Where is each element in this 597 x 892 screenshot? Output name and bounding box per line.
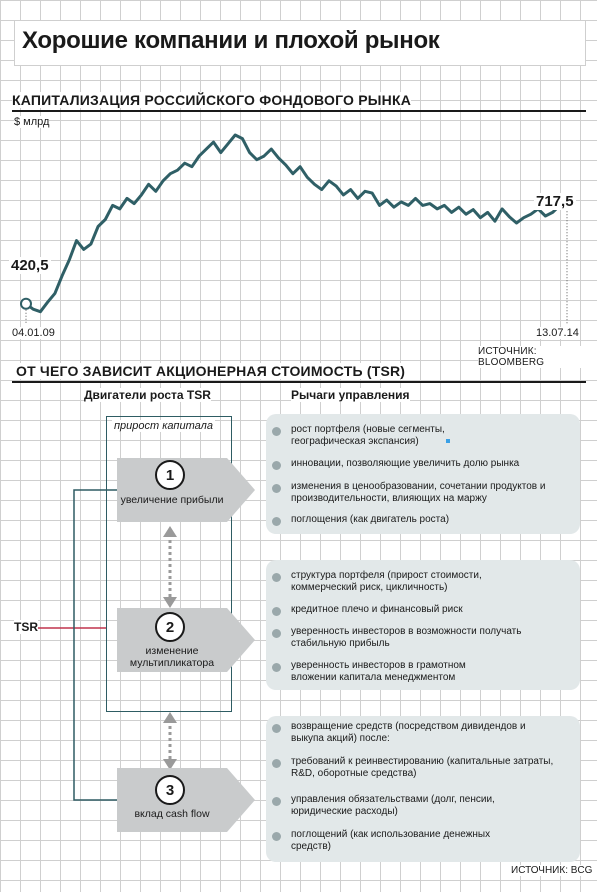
bullet-icon — [272, 573, 281, 582]
bullet-icon — [272, 759, 281, 768]
end-value-label: 717,5 — [536, 193, 574, 210]
double-arrow-icon — [163, 712, 177, 770]
bullet-icon — [272, 797, 281, 806]
bullet-icon — [272, 663, 281, 672]
lever-1-1: рост портфеля (новые сегменты, географическая экспансия) — [291, 424, 445, 447]
double-arrow-icon — [163, 526, 177, 608]
diagram-source: ИСТОЧНИК: BCG — [511, 865, 593, 876]
bullet-icon — [272, 629, 281, 638]
bullet-icon — [272, 427, 281, 436]
lever-2-2: кредитное плечо и финансовый риск — [291, 604, 463, 615]
drivers-column-header: Двигатели роста TSR — [84, 388, 211, 402]
driver-arrow-1 — [227, 458, 255, 522]
start-value-label: 420,5 — [11, 257, 49, 274]
levers-column-header: Рычаги управления — [291, 388, 410, 402]
lever-1-4: поглощения (как двигатель роста) — [291, 514, 450, 525]
lever-1-2: инновации, позволяющие увеличить долю рынка — [291, 458, 520, 469]
driver-label-1: увеличение прибыли — [120, 494, 224, 506]
lever-1-3: изменения в ценообразовании, сочетании продуктов и производительности, влияющих на маржу — [291, 481, 546, 504]
lever-3-2: требований к реинвестированию (капитальные затраты, R&D, оборотные средства) — [291, 756, 554, 779]
start-date-label: 04.01.09 — [12, 327, 55, 339]
chart-source: ИСТОЧНИК: BLOOMBERG — [478, 346, 597, 368]
lever-3-1: возвращение средств (посредством дивидендов и выкупа акций) после: — [291, 721, 526, 744]
bullet-icon — [272, 461, 281, 470]
cursor-marker — [446, 439, 450, 443]
driver-label-2: изменение мультипликатора — [129, 645, 215, 669]
bullet-icon — [272, 607, 281, 616]
driver-number-1: 1 — [155, 460, 185, 490]
chart-title: КАПИТАЛИЗАЦИЯ РОССИЙСКОГО ФОНДОВОГО РЫНКА — [12, 92, 412, 108]
lever-2-3: уверенность инвесторов в возможности получать стабильную прибыль — [291, 626, 522, 649]
bullet-icon — [272, 832, 281, 841]
bullet-icon — [272, 724, 281, 733]
driver-label-3: вклад cash flow — [134, 808, 210, 820]
driver-arrow-2 — [227, 608, 255, 672]
driver-number-3: 3 — [155, 775, 185, 805]
lever-2-4: уверенность инвесторов в грамотном вложении капитала менеджментом — [291, 660, 466, 683]
bullet-icon — [272, 484, 281, 493]
tsr-label: TSR — [14, 620, 38, 634]
bullet-icon — [272, 517, 281, 526]
driver-arrow-3 — [227, 768, 255, 832]
lever-2-1: структура портфеля (прирост стоимости, коммерческий риск, цикличность) — [291, 570, 482, 593]
lever-3-3: управления обязательствами (долг, пенсии, юридические расходы) — [291, 794, 495, 817]
capital-growth-label: прирост капитала — [114, 420, 213, 432]
driver-number-2: 2 — [155, 612, 185, 642]
chart-unit: $ млрд — [14, 116, 50, 128]
diagram-title: ОТ ЧЕГО ЗАВИСИТ АКЦИОНЕРНАЯ СТОИМОСТЬ (TSR) — [16, 363, 406, 379]
end-date-label: 13.07.14 — [536, 327, 579, 339]
bracket-line — [74, 490, 117, 800]
lever-3-4: поглощений (как использование денежных средств) — [291, 829, 491, 852]
page-title: Хорошие компании и плохой рынок — [22, 27, 440, 54]
